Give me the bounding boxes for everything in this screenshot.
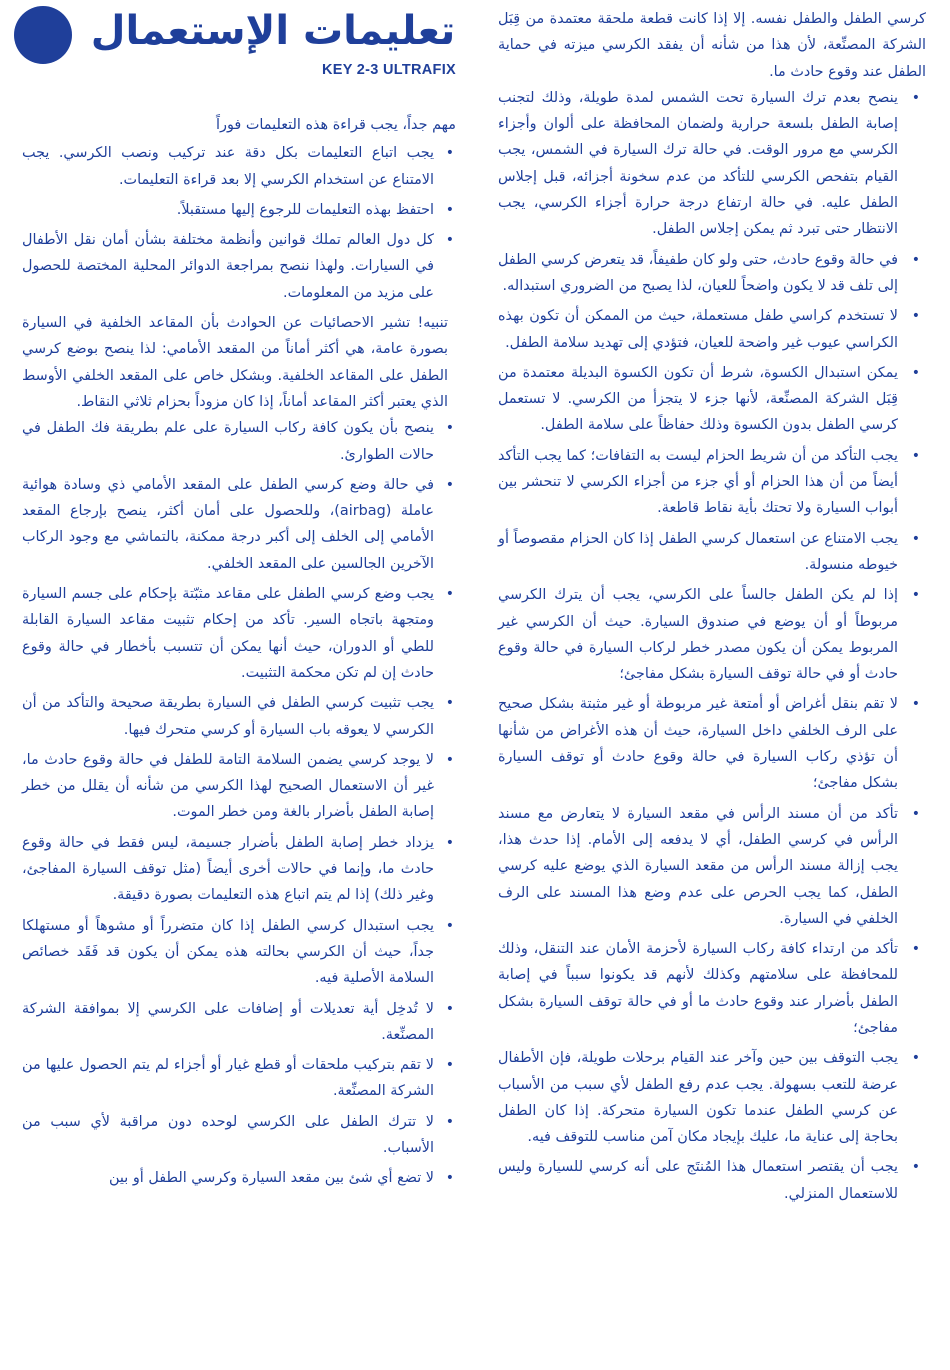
model-name: KEY 2-3 ULTRAFIX [322, 62, 456, 78]
list-item-text: يجب استبدال كرسي الطفل إذا كان متضرراً أو مشوهاً أو مستهلكا جداً، حيث أن الكرسي بحالته هذه يمكن أن يكون قد فَقَد خصائص السلامة الأصلية فيه. [22, 917, 434, 987]
bullet-icon: • [445, 834, 454, 851]
list-item [498, 1045, 926, 1150]
list-item [22, 996, 456, 1049]
bullet-icon: • [445, 586, 454, 603]
left-bullet-list-a [22, 140, 456, 306]
list-item [498, 582, 926, 687]
list-item [22, 690, 456, 743]
list-item-text: يجب أن يقتصر استعمال هذا المُنتَج على أنه كرسي للسيارة وليس للاستعمال المنزلي. [498, 1159, 898, 1202]
list-item [22, 415, 456, 468]
bullet-icon: • [445, 917, 454, 934]
list-item-text: كل دول العالم تملك قوانين وأنظمة مختلفة بشأن أمان نقل الأطفال في السيارات. ولهذا ننصح بمراجعة الدوائر المحلية المختصة للحصول على مزيد من المعلومات. [22, 232, 434, 301]
bullet-icon: • [445, 232, 454, 249]
list-item [498, 1154, 926, 1207]
intro-heading: مهم جداً، يجب قراءة هذه التعليمات فوراً [216, 117, 456, 133]
list-item-text: يجب الامتناع عن استعمال كرسي الطفل إذا كان الحزام مقصوصاً أو خيوطه منسولة. [498, 530, 898, 573]
list-item [22, 140, 456, 193]
continued-paragraph: كرسي الطفل والطفل نفسه. إلا إذا كانت قطعة ملحقة معتمدة من قِبَل الشركة المصنِّعة، لأن هذا من شأنه أن يفقد الكرسي ميزته في حماية الطفل عند وقوع حادث ما. [498, 11, 926, 80]
list-item-text: يجب وضع كرسي الطفل على مقاعد مثبّتة بإحكام على جسم السيارة ومتجهة باتجاه السير. تأكد من إحكام تثبيت مقاعد السيارة القابلة للطي أو الدوران، حيث أنها يمكن أن تتسبب بأخطار في حالة وقوع حادث إن لم تكن محكمة التثبيت. [22, 586, 434, 681]
list-item-text: لا تترك الطفل على الكرسي لوحده دون مراقبة لأي سبب من الأسباب. [22, 1113, 434, 1156]
list-item [22, 472, 456, 577]
bullet-icon: • [445, 201, 454, 218]
brand-circle-logo [14, 6, 72, 64]
bullet-icon: • [911, 89, 920, 106]
list-item-text: لا تُدخِل أية تعديلات أو إضافات على الكرسي إلا بموافقة الشركة المصنِّعة. [22, 1000, 434, 1043]
bullet-icon: • [911, 447, 920, 464]
bullet-icon: • [445, 1170, 454, 1187]
bullet-icon: • [911, 587, 920, 604]
bullet-icon: • [911, 308, 920, 325]
list-item-text: لا تقم بنقل أغراض أو أمتعة غير مربوطة أو غير مثبتة بشكل صحيح على الرف الخلفي داخل السيارة، حيث أن هذه الأغراض من شأنها أن تؤذي ركاب السيارة في حالة وقوع حادث أو توقف السيارة بشكل مفاجئ؛ [498, 696, 898, 792]
list-item [498, 801, 926, 932]
list-item [498, 691, 926, 796]
list-item [22, 1165, 456, 1191]
list-item [498, 303, 926, 356]
list-item [498, 936, 926, 1041]
list-item [498, 443, 926, 522]
list-item-text: لا تقم بتركيب ملحقات أو قطع غيار أو أجزاء لم يتم الحصول عليها من الشركة المصنِّعة. [22, 1057, 434, 1100]
list-item [498, 360, 926, 439]
bullet-icon: • [911, 1050, 920, 1067]
list-item [22, 197, 456, 223]
list-item [22, 227, 456, 306]
bullet-icon: • [911, 530, 920, 547]
header [0, 0, 470, 112]
list-item-text: لا تستخدم كراسي طفل مستعملة، حيث من الممكن أن تكون بهذه الكراسي عيوب غير واضحة للعيان، فتؤدي إلى تهديد سلامة الطفل. [498, 308, 898, 351]
bullet-icon: • [445, 695, 454, 712]
list-item-text: يجب اتباع التعليمات بكل دقة عند تركيب ونصب الكرسي. يجب الامتناع عن استخدام الكرسي إلا بعد قراءة التعليمات. [22, 145, 434, 188]
list-item [22, 581, 456, 686]
safety-notice: تنبيه! تشير الاحصائيات عن الحوادث بأن المقاعد الخلفية في السيارة بصورة عامة، هي أكثر أماناً من المقعد الأمامي: لذا ينصح بوضع كرسي الطفل على المقاعد الخلفية. وبشكل خاص على المقعد الخلفي الأوسط الذي يعتبر أكثر المقاعد أماناً، إذا كان مزوداً بحزام ثلاثي النقاط. [22, 315, 448, 410]
bullet-icon: • [445, 751, 454, 768]
bullet-icon: • [911, 696, 920, 713]
bullet-icon: • [911, 251, 920, 268]
list-item-text: لا يوجد كرسي يضمن السلامة التامة للطفل في حالة وقوع حادث ما، غير أن الاستعمال الصحيح لهذا الكرسي من شأنه أن يقلل من خطر إصابة الطفل بأضرار بالغة ومن خطر الموت. [22, 751, 434, 821]
bullet-icon: • [445, 1113, 454, 1130]
left-column [22, 112, 456, 1196]
list-item-text: لا تضع أي شئ بين مقعد السيارة وكرسي الطفل أو بين [108, 1170, 434, 1187]
list-item-text: يجب تثبيت كرسي الطفل في السيارة بطريقة صحيحة والتأكد من أن الكرسي لا يعوقه باب السيارة أو كرسي متحرك فيها. [22, 695, 434, 738]
list-item-text: يمكن استبدال الكسوة، شرط أن تكون الكسوة البديلة معتمدة من قِبَل الشركة المصنِّعة، لأنها جزء لا يتجزأ من الكرسي. لا تستعمل كرسي الطفل بدون الكسوة وذلك حفاظاً على سلامة الطفل. [498, 364, 898, 434]
list-item-text: يزداد خطر إصابة الطفل بأضرار جسيمة، ليس فقط في حالة وقوع حادث ما، وإنما في حالات أخرى أيضاً (مثل توقف السيارة المفاجئ، وغير ذلك) إذا لم يتم اتباع هذه التعليمات بصورة دقيقة. [22, 834, 434, 904]
list-item-text: إذا لم يكن الطفل جالساً على الكرسي، يجب أن يترك الكرسي مربوطاً أو أن يوضع في صندوق السيارة. حيث أن الكرسي غير المربوط يمكن أن يكون مصدر خطر لركاب السيارة في حالة وقوع حادث أو في حالة توقف السيارة بشكل مفاجئ؛ [498, 587, 898, 683]
right-bullet-list [498, 85, 926, 1207]
bullet-icon: • [445, 1057, 454, 1074]
bullet-icon: • [445, 145, 454, 162]
bullet-icon: • [911, 364, 920, 381]
bullet-icon: • [445, 420, 454, 437]
list-item [22, 830, 456, 909]
bullet-icon: • [911, 805, 920, 822]
list-item-text: ينصح بعدم ترك السيارة تحت الشمس لمدة طويلة، وذلك لتجنب إصابة الطفل بلسعة حرارية ولضمان المحافظة على ألوان وأجزاء الكرسي مع مرور الوقت. في حالة ترك السيارة في الشمس، يجب القيام بتفحص الكرسي للتأكد من عدم سخونة أجزائه، قبل إجلاس الطفل عليه. في حالة ارتفاع درجة حرارة أجزاء الكرسي، يجب الانتظار حتى تبرد ثم يمكن إجلاس الطفل. [498, 89, 898, 238]
bullet-icon: • [911, 1159, 920, 1176]
list-item-text: احتفظ بهذه التعليمات للرجوع إليها مستقبلاً. [176, 201, 434, 218]
page-title: تعليمات الإستعمال [90, 8, 456, 54]
list-item-text: في حالة وضع كرسي الطفل على المقعد الأمامي ذي وسادة هوائية عاملة (airbag)، وللحصول على أمان أكثر، ينصح بإرجاع المقعد الأمامي إلى الخلف إلى أكبر درجة ممكنة، بالتماشي مع وجود الركاب الآخرين الجالسين على المقعد الخلفي. [22, 476, 434, 572]
list-item [22, 1052, 456, 1105]
list-item [22, 913, 456, 992]
list-item-text: تأكد من ارتداء كافة ركاب السيارة لأحزمة الأمان عند التنقل، وذلك للمحافظة على سلامتهم وكذلك لأنهم قد يكونوا سبباً في إصابة الطفل بأضرار عند وقوع حادث ما أو في حالة توقف السيارة بشكل مفاجئ؛ [498, 941, 898, 1036]
list-item-text: ينصح بأن يكون كافة ركاب السيارة على علم بطريقة فك الطفل في حالات الطوارئ. [22, 420, 434, 463]
list-item [498, 85, 926, 243]
list-item-text: يجب التوقف بين حين وآخر عند القيام برحلات طويلة، فإن الأطفال عرضة للتعب بسهولة. يجب عدم رفع الطفل لأي سبب من الأسباب عن كرسي الطفل عندما تكون السيارة متحركة. إذا كان الطفل بحاجة إلى عناية ما، عليك بإيجاد مكان آمن مناسب للتوقف فيه. [498, 1050, 898, 1146]
list-item [498, 526, 926, 579]
bullet-icon: • [445, 1000, 454, 1017]
bullet-icon: • [911, 941, 920, 958]
list-item [22, 1109, 456, 1162]
left-bullet-list-b [22, 415, 456, 1191]
bullet-icon: • [445, 476, 454, 493]
list-item-text: تأكد من أن مسند الرأس في مقعد السيارة لا يتعارض مع مسند الرأس في كرسي الطفل، أي لا يدفعه إلى الأمام. إذا حدث هذا، يجب إزالة مسند الرأس من مقعد السيارة الذي يوضع عليه كرسي الطفل، كما يجب الحرص على عدم وضع هذا المسند على الرف الخلفي في السيارة. [498, 805, 898, 927]
right-column [498, 6, 926, 1211]
list-item-text: يجب التأكد من أن شريط الحزام ليست به التفافات؛ كما يجب التأكد أيضاً من أن هذا الحزام أو أي جزء من أجزاء الكرسي لا تنحشر بين أبواب السيارة ولا تحتك بأية نقاط قاطعة. [498, 447, 898, 517]
list-item-text: في حالة وقوع حادث، حتى ولو كان طفيفاً، قد يتعرض كرسي الطفل إلى تلف قد لا يكون واضحاً للعيان، لذا يصبح من الضروري استبداله. [498, 251, 898, 294]
list-item [498, 247, 926, 300]
list-item [22, 747, 456, 826]
